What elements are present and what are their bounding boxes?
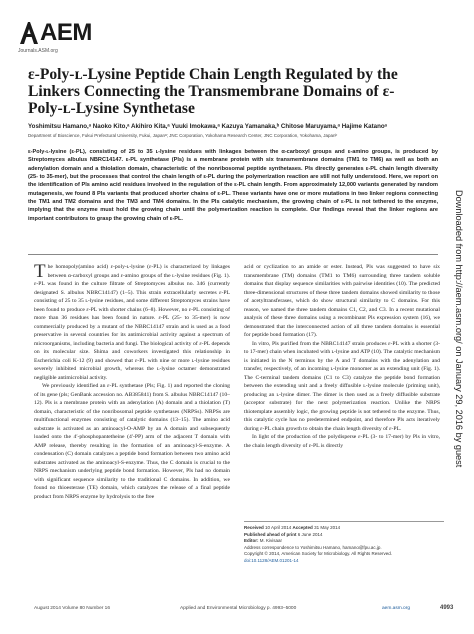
correspondence-row: Address correspondence to Yoshimitsu Hamano, hamano@fpu.ac.jp. bbox=[244, 544, 382, 550]
abstract: ε-Poly-ʟ-lysine (ε-PL), consisting of 25 to 35 ʟ-lysine residues with linkages between the α-carboxyl groups and ε-amino groups, is produced by Streptomyces albulus NBRC14147. ε-PL synthetase (Pls) is a membrane protein with six transmembrane domains (TM1 to TM6) as well as both an adenylation domain and a thiolation domain, characteristic of the nonribosomal peptide synthetases. Pls directly generates ε-PL chain length diversity (25- to 35-mer), but the processes that control the chain length of ε-PL during the polymerization reaction are still not fully understood. Here, we report on the identification of Pls amino acid residues involved in the regulation of the ε-PL chain length. From approximately 12,000 variants generated by random mutagenesis, we found 8 Pls variants that produced shorter chains of ε-PL. These variants have one or more mutations in two linker regions connecting the TM1 and TM2 domains and the TM3 and TM4 domains. In the Pls catalytic mechanism, the growing chain of ε-PL is not tethered to the enzyme, implying that the enzyme must hold the growing chain until the polymerization reaction is complete. Our findings reveal that the linker regions are important contributors to grasp the growing chain of ε-PL. bbox=[28, 149, 438, 222]
dates-row bbox=[244, 525, 444, 532]
published-date: 6 June 2014 bbox=[296, 531, 323, 537]
doi-link[interactable]: doi:10.1128/AEM.01201-14 bbox=[244, 557, 299, 563]
paragraph: We previously identified an ε-PL synthetase (Pls; Fig. 1) and reported the cloning of its gene (pls; GenBank accession no. AB385841) from S. albulus NBRC14147 (10–12). Pls is a membrane protein with an adenylation (A) domain and a thiolation (T) domain, characteristic of the nonribosomal peptide synthetases (NRPSs). NRPSs are multifunctional enzymes consisting of catalytic domains (13–15). The amino acid substrate is activated as an aminoacyl-O-AMP by an A domain and subsequently loaded onto the 4′-phosphopantetheine (4′-PP) arm of the adjacent T domain with AMP release, thereby resulting in the formation of an aminoacyl-S-enzyme. A condensation (C) domain catalyzes a peptide bond formation between two amino acid substrates activated as the aminoacyl-S-enzyme. Thus, the C domain is crucial to the NRPS mechanism underlying peptide bond formation. However, Pls had no domain with significant sequence similarity to the traditional C domains. In addition, we found no thioesterase (TE) domain, which catalyzes the release of a final peptide product from NRPS enzyme by hydrolysis to the free bbox=[34, 383, 230, 500]
author-list: Yoshimitsu Hamano,ᵃ Naoko Kito,ᵃ Akihiro Kita,ᵃ Yuuki Imokawa,ᵃ Kazuya Yamanaka,ᵇ Chitose Maruyama,ᵃ Hajime Katanoᵃ bbox=[28, 123, 388, 130]
footer-url[interactable]: aem.asm.org bbox=[382, 606, 410, 611]
logo-text: AEM bbox=[40, 19, 92, 46]
copyright-row: Copyright © 2014, American Society for Microbiology. All Rights Reserved. bbox=[244, 551, 393, 557]
received-label: Received bbox=[244, 525, 264, 530]
footer-issue: August 2014 Volume 80 Number 16 bbox=[34, 606, 111, 611]
journal-logo bbox=[18, 18, 92, 54]
asm-logo-icon bbox=[18, 20, 40, 46]
paragraph: In light of the production of the polydisperse ε-PL (3- to 17-mer) by Pls in vitro, the chain length diversity of ε-PL is directly bbox=[244, 434, 440, 449]
accepted-label: Accepted bbox=[292, 525, 313, 530]
download-watermark bbox=[452, 190, 466, 468]
paragraph: In vitro, Pls purified from the NBRC14147 strain produces ε-PL with a shorter (3- to 17-mer) chain when incubated with ʟ-lysine and ATP (10). The catalytic mechanism is initiated in the N terminus by the A and T domains with the adenylation and transfer, respectively, of an incoming ʟ-lysine monomer as an extending unit (Fig. 1). The C-terminal tandem domains (C1 to C3) catalyze the peptide bond formation between the extending unit and a freely diffusible ʟ-lysine molecule (priming unit), producing an ʟ-lysine dimer. The dimer is then used as a freely diffusible substrate (acceptor substrate) for the next polymerization reaction. Unlike the NRPS thiotemplate assembly logic, the growing peptide is not tethered to the enzyme. Thus, this catalytic cycle has no predetermined endpoint, and therefore Pls acts iteratively during ε-PL chain growth to obtain the chain length diversity of ε-PL. bbox=[244, 340, 440, 432]
logo-subtext: Journals.ASM.org bbox=[18, 48, 58, 54]
editor-row bbox=[244, 538, 444, 545]
paragraph-intro bbox=[34, 263, 230, 382]
article-title: ε-Poly-ʟ-Lysine Peptide Chain Length Regulated by the Linkers Connecting the Transmembrane Domains of ε-Poly-ʟ-Lysine Synthetase bbox=[28, 66, 398, 117]
download-watermark-text: Downloaded from http://aem.asm.org/ on January 29, 2016 by guest bbox=[454, 190, 464, 468]
page-number: 4993 bbox=[440, 605, 454, 611]
page-footer bbox=[34, 605, 454, 616]
published-row bbox=[244, 532, 444, 539]
editor-name: M. Kivisaar bbox=[258, 538, 283, 544]
affiliations: Department of Bioscience, Fukui Prefectural University, Fukui, Japanᵃ; JNC Corporation, Yokohama Research Center, JNC Corporation, Yokohama, Japanᵇ bbox=[28, 133, 338, 138]
drop-cap: T bbox=[34, 261, 46, 282]
footer-journal: Applied and Environmental Microbiology p. 4993–5000 bbox=[180, 606, 297, 611]
paragraph: acid or cyclization to an amide or ester. Instead, Pls was suggested to have six transmembrane (TM) domains (TM1 to TM6) surrounding three tandem soluble domains that display sequence similarities with pairwise identities (10). The predicted three-dimensional structures of these three tandem domains showed similarity to those of acetyltransferases, which do show structural similarity to C domains. For this reason, we named the three tandem domains C1, C2, and C3. In a recent mutational analysis of these three domains using a recombinant Pls expression system (16), we demonstrated that the interconnected action of all three tandem domains is essential for peptide bond formation (17). bbox=[244, 264, 440, 338]
body-column-left bbox=[34, 263, 230, 501]
article-info-box bbox=[244, 521, 444, 565]
accepted-date: 31 May 2014 bbox=[312, 525, 341, 530]
received-date: 10 April 2014 bbox=[263, 525, 293, 530]
published-label: Published ahead of print bbox=[244, 531, 297, 537]
paragraph-text: he homopoly(amino acid) ε-poly-ʟ-lysine (ε-PL) is characterized by linkages between α-carboxyl groups and ε-amino groups of the ʟ-lysine residues (Fig. 1). ε-PL was found in the culture filtrate of Streptomyces albulus no. 346 (currently designated S. albulus NBRC14147) (1–5). This strain extracellularly secretes ε-PL consisting of 25 to 35 ʟ-lysine residues, and some different Streptomyces strains have been found to produce ε-PL with shorter chains (6–8). However, no ε-PL consisting of more than 36 residues has been found in nature. ε-PL (25- to 35-mer) is now commercially produced by a mutant of the NBRC14147 strain and is used as a food preservative in several countries for its antimicrobial activity against a spectrum of microorganisms, including bacteria and fungi. The biological activity of ε-PL depends on its molecular size. Shima and coworkers investigated this relationship in Escherichia coli K-12 (9) and showed that ε-PL with nine or more ʟ-lysine residues severely inhibited microbial growth, whereas the ʟ-lysine octamer demonstrated negligible antimicrobial activity. bbox=[34, 264, 230, 381]
section-divider bbox=[28, 254, 438, 255]
editor-label: Editor: bbox=[244, 538, 259, 544]
body-column-right bbox=[244, 263, 440, 450]
